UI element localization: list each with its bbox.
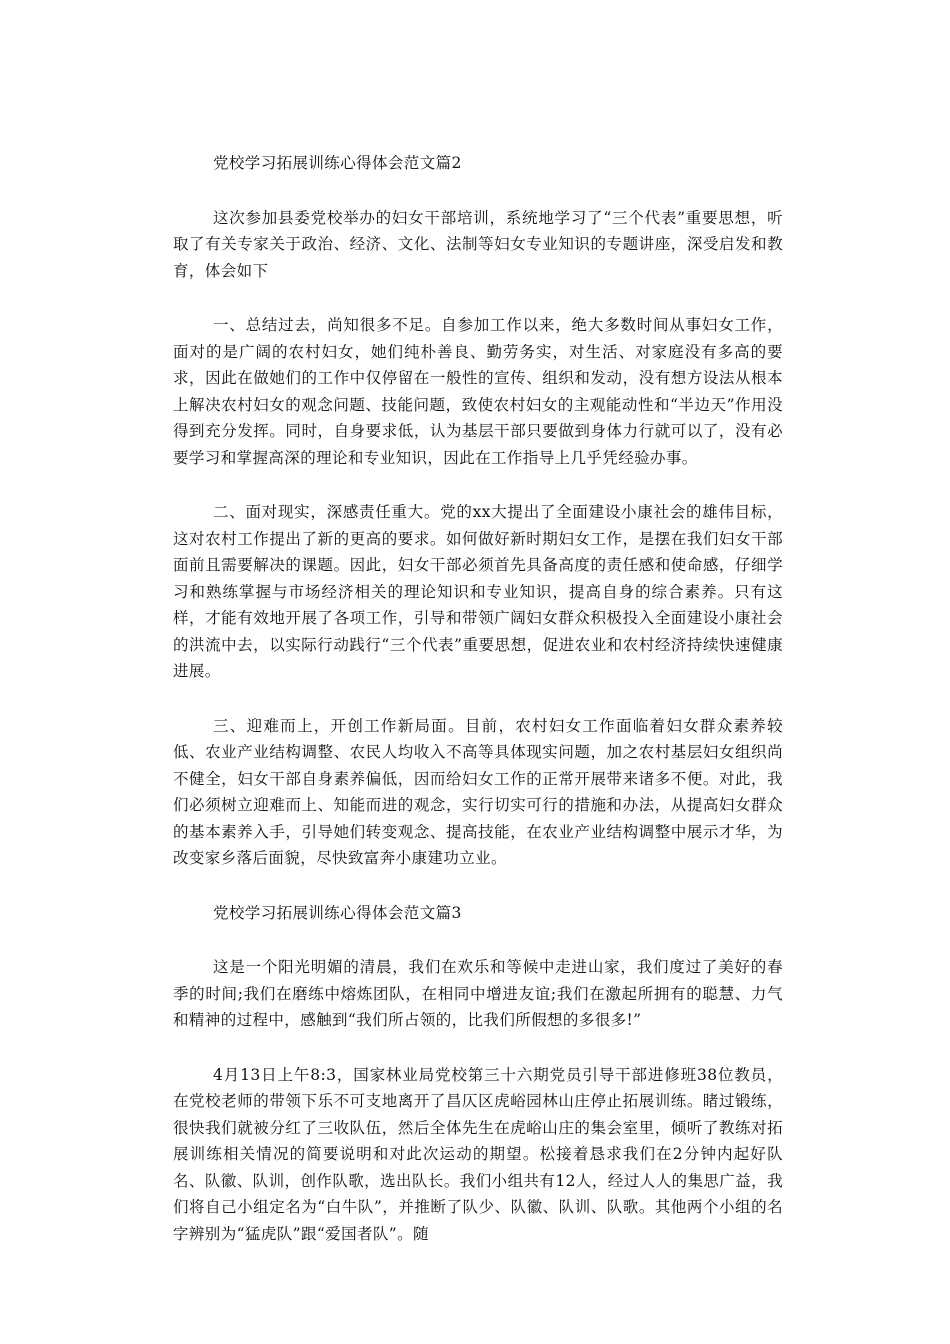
section-2-paragraph-intro: 这次参加县委党校举办的妇女干部培训，系统地学习了“三个代表”重要思想，听取了有关专家关于政治、经济、文化、法制等妇女专业知识的专题讲座，深受启发和教育，体会如下	[173, 208, 783, 280]
section-3-paragraph-one: 4月13日上午8:3，国家林业局党校第三十六期党员引导干部进修班38位教员，在党校老师的带领下乐不可支地离开了昌仄区虎峪园林山庄停止拓展训练。睹过锻练，很快我们就被分红了三收队伍，然后全体先生在虎峪山庄的集会室里，倾听了教练对拓展训练相关情况的简要说明和对此次运动的期望。松接着恳求我们在2分钟内起好队名、队徽、队训，创作队歌，选出队长。我们小组共有12人，经过人人的集思广益，我们将自己小组定名为“白牛队”，并推断了队少、队徽、队训、队歌。其他两个小组的名字辨别为“猛虎队”跟“爱国者队”。随	[173, 1065, 783, 1243]
section-3-paragraph-intro: 这是一个阳光明媚的清晨，我们在欢乐和等候中走进山家，我们度过了美好的春季的时间;我们在磨练中熔炼团队，在相同中增进友谊;我们在激起所拥有的聪慧、力气和精神的过程中，感触到“我们所占领的，比我们所假想的多很多!”	[173, 958, 783, 1029]
section-2-paragraph-one: 一、总结过去，尚知很多不足。自参加工作以来，绝大多数时间从事妇女工作，面对的是广阔的农村妇女，她们纯朴善良、勤劳务实，对生活、对家庭没有多高的要求，因此在做她们的工作中仅停留在一般性的宣传、组织和发动，没有想方设法从根本上解决农村妇女的观念问题、技能问题，致使农村妇女的主观能动性和“半边天”作用没得到充分发挥。同时，自身要求低，认为基层干部只要做到身体力行就可以了，没有必要学习和掌握高深的理论和专业知识，因此在工作指导上几乎凭经验办事。	[173, 316, 783, 467]
section-3-title: 党校学习拓展训练心得体会范文篇3	[213, 903, 462, 922]
section-2-paragraph-two: 二、面对现实，深感责任重大。党的xx大提出了全面建设小康社会的雄伟目标，这对农村工作提出了新的更高的要求。如何做好新时期妇女工作，是摆在我们妇女干部面前且需要解决的课题。因此，妇女干部必须首先具备高度的责任感和使命感，仔细学习和熟练掌握与市场经济相关的理论知识和专业知识，提高自身的综合素养。只有这样，才能有效地开展了各项工作，引导和带领广阔妇女群众积极投入全面建设小康社会的洪流中去，以实际行动践行“三个代表”重要思想，促进农业和农村经济持续快速健康进展。	[173, 503, 783, 680]
section-2-title: 党校学习拓展训练心得体会范文篇2	[213, 154, 462, 172]
document-page	[173, 150, 783, 1247]
section-2-paragraph-three: 三、迎难而上，开创工作新局面。目前，农村妇女工作面临着妇女群众素养较低、农业产业结构调整、农民人均收入不高等具体现实问题，加之农村基层妇女组织尚不健全，妇女干部自身素养偏低，因而给妇女工作的正常开展带来诸多不便。对此，我们必须树立迎难而上、知能而进的观念，实行切实可行的措施和办法，从提高妇女群众的基本素养入手，引导她们转变观念、提高技能，在农业产业结构调整中展示才华，为改变家乡落后面貌，尽快致富奔小康建功立业。	[173, 716, 783, 867]
